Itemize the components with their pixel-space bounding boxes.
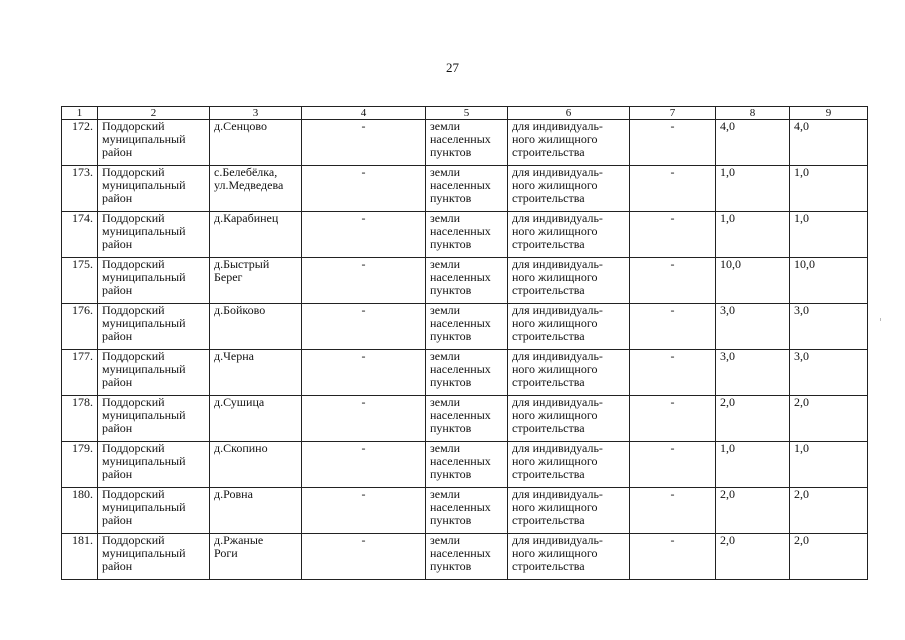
district-cell [98, 396, 210, 442]
column-9-cell [790, 120, 868, 166]
column-9-cell-text: 1,0 [794, 211, 809, 225]
land-category-cell [426, 350, 508, 396]
row-number [62, 350, 98, 396]
table-row [62, 212, 868, 258]
row-number-text: 179. [72, 441, 93, 455]
column-4-cell-text: - [361, 257, 366, 271]
column-4-cell-text: - [361, 303, 366, 317]
location-cell [210, 166, 302, 212]
land-category-cell-text: земли населенных пунктов [430, 119, 491, 159]
column-9-cell [790, 212, 868, 258]
land-category-cell-text: земли населенных пунктов [430, 349, 491, 389]
row-number-text: 172. [72, 119, 93, 133]
district-cell-text: Поддорский муниципальный район [102, 533, 186, 573]
permitted-use-cell-text: для индивидуаль- ного жилищного строительства [512, 487, 603, 527]
permitted-use-cell [508, 304, 630, 350]
land-category-cell [426, 166, 508, 212]
column-7-cell-text: - [670, 533, 675, 547]
permitted-use-cell-text: для индивидуаль- ного жилищного строительства [512, 257, 603, 297]
column-9-cell [790, 534, 868, 580]
location-cell [210, 534, 302, 580]
column-7-cell [630, 350, 716, 396]
column-9-cell-text: 4,0 [794, 119, 809, 133]
district-cell-text: Поддорский муниципальный район [102, 395, 186, 435]
column-4-cell [302, 304, 426, 350]
land-category-cell-text: земли населенных пунктов [430, 211, 491, 251]
location-cell-text: д.Ровна [214, 487, 253, 501]
permitted-use-cell-text: для индивидуаль- ного жилищного строительства [512, 211, 603, 251]
column-9-cell-text: 3,0 [794, 349, 809, 363]
location-cell-text: д.Бойково [214, 303, 266, 317]
land-category-cell [426, 442, 508, 488]
permitted-use-cell [508, 488, 630, 534]
land-category-cell-text: земли населенных пунктов [430, 395, 491, 435]
permitted-use-cell-text: для индивидуаль- ного жилищного строительства [512, 349, 603, 389]
location-cell-text: д.Сенцово [214, 119, 268, 133]
land-category-cell-text: земли населенных пунктов [430, 257, 491, 297]
land-category-cell-text: земли населенных пунктов [430, 303, 491, 343]
permitted-use-cell [508, 212, 630, 258]
column-7-cell [630, 166, 716, 212]
table-row [62, 534, 868, 580]
column-9-cell [790, 488, 868, 534]
column-8-cell [716, 212, 790, 258]
column-4-cell-text: - [361, 119, 366, 133]
row-number-text: 180. [72, 487, 93, 501]
column-header-1: 1 [62, 107, 98, 120]
location-cell [210, 396, 302, 442]
column-7-cell-text: - [670, 349, 675, 363]
row-number [62, 304, 98, 350]
location-cell [210, 442, 302, 488]
permitted-use-cell-text: для индивидуаль- ного жилищного строительства [512, 533, 603, 573]
land-category-cell-text: земли населенных пунктов [430, 165, 491, 205]
column-9-cell-text: 1,0 [794, 165, 809, 179]
permitted-use-cell [508, 442, 630, 488]
land-plots-table [61, 106, 868, 580]
location-cell [210, 120, 302, 166]
column-4-cell-text: - [361, 441, 366, 455]
district-cell [98, 304, 210, 350]
column-8-cell [716, 304, 790, 350]
location-cell-text: с.Белебёлка, ул.Медведева [214, 165, 284, 192]
row-number-text: 176. [72, 303, 93, 317]
land-category-cell [426, 488, 508, 534]
column-4-cell [302, 258, 426, 304]
column-9-cell-text: 10,0 [794, 257, 815, 271]
table-row [62, 120, 868, 166]
scan-mark [880, 318, 881, 321]
page-number: 27 [446, 60, 459, 75]
row-number [62, 258, 98, 304]
column-7-cell-text: - [670, 395, 675, 409]
land-category-cell [426, 534, 508, 580]
district-cell [98, 212, 210, 258]
column-header-4: 4 [302, 107, 426, 120]
column-4-cell-text: - [361, 533, 366, 547]
column-7-cell-text: - [670, 165, 675, 179]
district-cell [98, 258, 210, 304]
column-9-cell [790, 304, 868, 350]
permitted-use-cell [508, 534, 630, 580]
table-row [62, 442, 868, 488]
column-8-cell-text: 10,0 [720, 257, 741, 271]
column-9-cell [790, 166, 868, 212]
land-category-cell-text: земли населенных пунктов [430, 441, 491, 481]
land-category-cell [426, 258, 508, 304]
district-cell [98, 488, 210, 534]
column-7-cell [630, 304, 716, 350]
column-7-cell-text: - [670, 487, 675, 501]
column-9-cell [790, 396, 868, 442]
land-category-cell [426, 396, 508, 442]
row-number-text: 174. [72, 211, 93, 225]
row-number-text: 177. [72, 349, 93, 363]
column-7-cell [630, 258, 716, 304]
column-9-cell-text: 2,0 [794, 487, 809, 501]
district-cell-text: Поддорский муниципальный район [102, 211, 186, 251]
land-category-cell-text: земли населенных пунктов [430, 487, 491, 527]
column-8-cell [716, 488, 790, 534]
column-8-cell [716, 534, 790, 580]
column-7-cell [630, 442, 716, 488]
district-cell [98, 442, 210, 488]
row-number [62, 534, 98, 580]
column-8-cell [716, 166, 790, 212]
column-header-9: 9 [790, 107, 868, 120]
location-cell-text: д.Скопино [214, 441, 268, 455]
column-8-cell-text: 2,0 [720, 395, 735, 409]
permitted-use-cell [508, 120, 630, 166]
column-8-cell-text: 3,0 [720, 303, 735, 317]
district-cell [98, 120, 210, 166]
column-header-7: 7 [630, 107, 716, 120]
row-number [62, 488, 98, 534]
permitted-use-cell-text: для индивидуаль- ного жилищного строительства [512, 119, 603, 159]
column-header-2: 2 [98, 107, 210, 120]
row-number [62, 212, 98, 258]
table-row [62, 488, 868, 534]
permitted-use-cell-text: для индивидуаль- ного жилищного строительства [512, 395, 603, 435]
column-header-8: 8 [716, 107, 790, 120]
column-header-5: 5 [426, 107, 508, 120]
permitted-use-cell [508, 396, 630, 442]
table-row [62, 304, 868, 350]
column-7-cell-text: - [670, 119, 675, 133]
location-cell-text: д.Черна [214, 349, 254, 363]
column-8-cell [716, 258, 790, 304]
column-4-cell [302, 396, 426, 442]
column-9-cell [790, 350, 868, 396]
column-7-cell [630, 212, 716, 258]
column-7-cell-text: - [670, 257, 675, 271]
column-4-cell [302, 212, 426, 258]
district-cell-text: Поддорский муниципальный район [102, 441, 186, 481]
column-8-cell-text: 2,0 [720, 533, 735, 547]
location-cell [210, 488, 302, 534]
district-cell-text: Поддорский муниципальный район [102, 119, 186, 159]
land-category-cell-text: земли населенных пунктов [430, 533, 491, 573]
table-row [62, 166, 868, 212]
permitted-use-cell-text: для индивидуаль- ного жилищного строительства [512, 441, 603, 481]
row-number [62, 120, 98, 166]
district-cell-text: Поддорский муниципальный район [102, 303, 186, 343]
column-header-6: 6 [508, 107, 630, 120]
column-9-cell-text: 3,0 [794, 303, 809, 317]
column-7-cell [630, 488, 716, 534]
permitted-use-cell [508, 350, 630, 396]
column-9-cell-text: 2,0 [794, 395, 809, 409]
column-4-cell-text: - [361, 165, 366, 179]
land-category-cell [426, 212, 508, 258]
permitted-use-cell-text: для индивидуаль- ного жилищного строительства [512, 303, 603, 343]
column-4-cell-text: - [361, 211, 366, 225]
column-4-cell-text: - [361, 395, 366, 409]
location-cell [210, 350, 302, 396]
table-body [62, 120, 868, 580]
table-row [62, 396, 868, 442]
column-4-cell [302, 442, 426, 488]
column-8-cell-text: 1,0 [720, 165, 735, 179]
column-7-cell-text: - [670, 441, 675, 455]
header-row [62, 107, 868, 120]
column-8-cell [716, 120, 790, 166]
column-8-cell [716, 442, 790, 488]
row-number-text: 175. [72, 257, 93, 271]
row-number-text: 178. [72, 395, 93, 409]
column-4-cell-text: - [361, 349, 366, 363]
column-7-cell [630, 534, 716, 580]
district-cell-text: Поддорский муниципальный район [102, 487, 186, 527]
district-cell-text: Поддорский муниципальный район [102, 257, 186, 297]
location-cell-text: д.Сушица [214, 395, 265, 409]
district-cell-text: Поддорский муниципальный район [102, 349, 186, 389]
column-8-cell-text: 1,0 [720, 441, 735, 455]
column-9-cell [790, 258, 868, 304]
location-cell [210, 304, 302, 350]
location-cell [210, 258, 302, 304]
column-8-cell-text: 2,0 [720, 487, 735, 501]
column-4-cell [302, 350, 426, 396]
district-cell [98, 166, 210, 212]
table-row [62, 258, 868, 304]
column-8-cell [716, 396, 790, 442]
column-7-cell [630, 120, 716, 166]
row-number [62, 396, 98, 442]
district-cell [98, 534, 210, 580]
column-4-cell [302, 534, 426, 580]
column-8-cell [716, 350, 790, 396]
location-cell-text: д.Быстрый Берег [214, 257, 270, 284]
column-7-cell-text: - [670, 211, 675, 225]
column-9-cell-text: 1,0 [794, 441, 809, 455]
permitted-use-cell [508, 166, 630, 212]
column-4-cell [302, 488, 426, 534]
district-cell [98, 350, 210, 396]
column-header-3: 3 [210, 107, 302, 120]
column-4-cell-text: - [361, 487, 366, 501]
permitted-use-cell [508, 258, 630, 304]
location-cell-text: д.Ржаные Роги [214, 533, 264, 560]
column-8-cell-text: 1,0 [720, 211, 735, 225]
location-cell-text: д.Карабинец [214, 211, 279, 225]
location-cell [210, 212, 302, 258]
district-cell-text: Поддорский муниципальный район [102, 165, 186, 205]
row-number [62, 442, 98, 488]
land-category-cell [426, 304, 508, 350]
column-4-cell [302, 166, 426, 212]
column-4-cell [302, 120, 426, 166]
column-7-cell-text: - [670, 303, 675, 317]
row-number-text: 173. [72, 165, 93, 179]
permitted-use-cell-text: для индивидуаль- ного жилищного строительства [512, 165, 603, 205]
column-8-cell-text: 4,0 [720, 119, 735, 133]
column-9-cell-text: 2,0 [794, 533, 809, 547]
row-number-text: 181. [72, 533, 93, 547]
column-9-cell [790, 442, 868, 488]
column-8-cell-text: 3,0 [720, 349, 735, 363]
row-number [62, 166, 98, 212]
table-row [62, 350, 868, 396]
land-category-cell [426, 120, 508, 166]
column-7-cell [630, 396, 716, 442]
